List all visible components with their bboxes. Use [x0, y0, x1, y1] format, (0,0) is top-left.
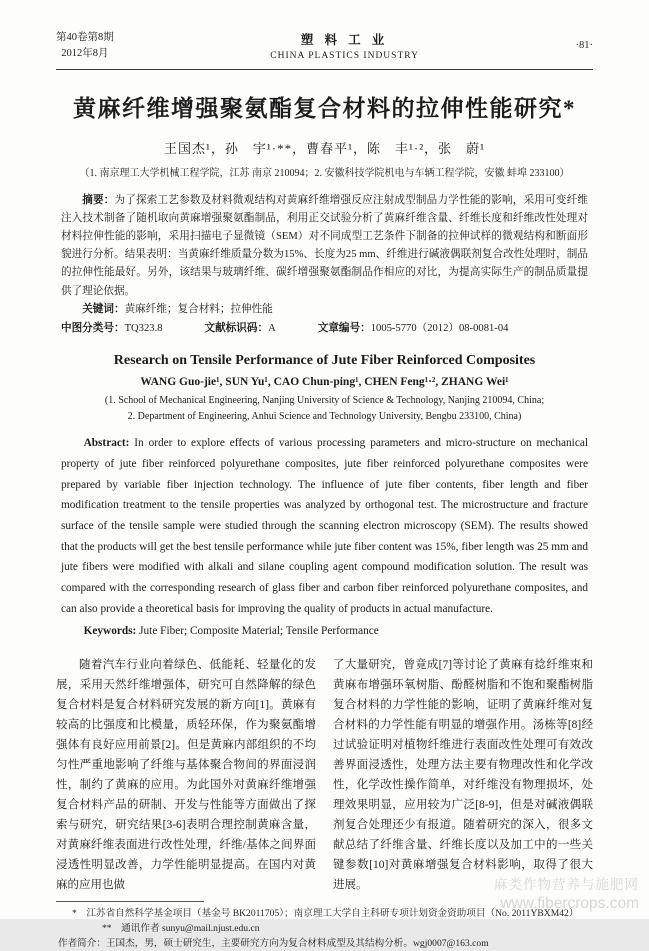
keywords-cn-label: 关键词： [82, 303, 125, 315]
footnote-funding: * 江苏省自然科学基金项目（基金号 BK2011705）；南京理工大学自主科研专项计划资金资助项目（No. 2011YBXM42） [72, 907, 579, 919]
document-code [205, 319, 276, 339]
footnote-divider [56, 901, 204, 902]
abstract-en-body: In order to explore effects of various processing parameters and micro-structure on mechanical property of jute fiber reinforced polyurethane composites, jute fiber reinforced polyurethane composites were prepared by variable fiber injection technology. The influence of jute fiber contents, fiber length and fiber modification treatment to the tensile properties was analyzed by orthogonal test. The microstructure and fracture surface of the tensile sample were studied through the scanning electron microscopy (SEM). The results showed that the products will get the best tensile performance while jute fiber content was 15%, fiber length was 25 mm and jute fibers were modified with alkali and silane coupling agent compound modification solution. The result was compared with the corresponding research of glass fiber and carbon fiber reinforced polyurethane composites, and can also provide a theoretical basis for improving the quality of products in actual manufacture. [61, 437, 588, 615]
issue-info [56, 30, 114, 62]
journal-name-en: CHINA PLASTICS INDUSTRY [270, 51, 419, 62]
abstract-en-label: Abstract: [83, 437, 130, 450]
watermark-site-url: www.fibercrops.com [500, 894, 639, 912]
authors-en: WANG Guo-jie¹, SUN Yu¹, CAO Chun-ping¹, CHEN Feng¹·², ZHANG Wei¹ [140, 376, 509, 389]
date-line: 2012年8月 [61, 47, 109, 59]
keywords-en [56, 621, 593, 642]
abstract-cn-text: 为了探索工艺参数及材料微观结构对黄麻纤维增强反应注射成型制品力学性能的影响，采用可变纤维注入技术制备了随机取向黄麻增强聚氨酯制品，利用正交试验分析了黄麻纤维含量、纤维长度和纤维改性处理对材料拉伸性能的影响，采用扫描电子显微镜（SEM）对不同成型工艺条件下制备的拉伸试样的微观结构和断面形貌进行分析。结果表明：当黄麻纤维质量分数为15%、长度为25 mm、纤维进行碱液偶联剂复合改性处理时，制品的拉伸性能最好。另外，该结果与玻璃纤维、碳纤增强聚氨酯制品作相应的对比，为提高实际生产的制品质量提供了理论依据。 [61, 194, 588, 297]
abstract-en-paragraph [61, 433, 588, 619]
clc-label: 中图分类号： [61, 323, 125, 335]
article-title-cn: 黄麻纤维增强聚氨酯复合材料的拉伸性能研究* [73, 95, 576, 121]
abstract-cn-paragraph [61, 192, 588, 301]
keywords-cn [56, 301, 593, 319]
watermark-site-name: 麻类作物营养与施肥网 [494, 876, 639, 892]
body-column-right [333, 655, 593, 895]
body-columns [56, 655, 593, 895]
footnote-author-bio: 作者简介：王国杰，男，硕士研究生，主要研究方向为复合材料成型及其结构分析。wgj0007@163.com [58, 937, 489, 949]
journal-name-cn: 塑 料 工 业 [300, 33, 389, 48]
article-title-en: Research on Tensile Performance of Jute Fiber Reinforced Composites [113, 353, 536, 369]
article-id [318, 319, 509, 339]
journal-name [270, 30, 419, 61]
authors-cn: 王国杰¹，孙 宇¹·**，曹春平¹，陈 丰¹·²，张 蔚¹ [163, 140, 486, 156]
page-number: ·81· [575, 40, 593, 52]
body-column-left [56, 655, 316, 895]
clc-value: TQ323.8 [124, 323, 163, 335]
article-id-value: 1005-5770（2012）08-0081-04 [370, 323, 509, 335]
article-id-label: 文章编号： [317, 323, 371, 335]
keywords-cn-text: 黄麻纤维；复合材料；拉伸性能 [124, 303, 273, 315]
classification-row [56, 319, 593, 339]
affiliation-en-line2: 2. Department of Engineering, Anhui Science and Technology University, Bengbu 233100, China) [127, 411, 522, 423]
doc-code-label: 文献标识码： [204, 323, 269, 335]
abstract-cn-label: 摘要： [82, 194, 115, 206]
doc-code-value: A [268, 323, 276, 335]
keywords-en-label: Keywords: [83, 625, 137, 638]
body-paragraph-left: 随着汽车行业向着绿色、低能耗、轻量化的发展，采用天然纤维增强体，研究可自然降解的绿色复合材料是复合材料研究发展的新方向[1]。黄麻有较高的比强度和比模量，质轻环保，作为聚氨酯增强体有良好应用前景[2]。但是黄麻内部组织的不均匀性严重地影响了纤维与基体聚合物间的界面浸润性，制约了黄麻的应用。为此国外对黄麻纤维增强复合材料产品的研制、开发与性能等方面做出了探索与研究，研究结果[3-6]表明合理控制黄麻含量，对黄麻纤维表面进行改性处理，纤维/基体之间界面浸透性明显改善，力学性能明显提高。在国内对黄麻的应用也做 [56, 658, 316, 891]
clc-number [61, 319, 163, 339]
affiliation-cn: （1. 南京理工大学机械工程学院，江苏 南京 210094；2. 安徽科技学院机电与车辆工程学院，安徽 蚌埠 233100） [79, 167, 570, 179]
volume-line: 第40卷第8期 [56, 32, 114, 43]
keywords-en-text: Jute Fiber; Composite Material; Tensile Performance [139, 625, 379, 638]
affiliation-en [56, 393, 593, 425]
affiliation-en-line1: (1. School of Mechanical Engineering, Nanjing University of Science & Technology, Nanjing 210094, China; [104, 395, 545, 407]
abstract-en [56, 433, 593, 619]
watermark [494, 877, 639, 913]
abstract-cn [56, 192, 593, 301]
footnote-corresponding-author: ** 通讯作者 sunyu@mail.njust.edu.cn [102, 922, 260, 934]
journal-header [56, 30, 593, 70]
body-paragraph-right: 了大量研究，曾竟成[7]等讨论了黄麻有捻纤维束和黄麻布增强环氧树脂、酚醛树脂和不饱和聚酯树脂复合材料的力学性能的影响，证明了黄麻纤维对复合材料的力学性能有明显的增强作用。汤栋等[8]经过试验证明对植物纤维进行表面改性处理可有效改善界面浸透性，处理方法主要有物理改性和化学改性，化学改性操作简单，对纤维没有物理损坏，处理效果明显，应用较为广泛[8-9]，但是对碱液偶联剂复合处理还少有报道。随着研究的深入，很多文献总结了纤维含量、纤维长度以及加工中的一些关键参数[10]对黄麻增强复合材料影响，取得了很大进展。 [333, 658, 593, 891]
